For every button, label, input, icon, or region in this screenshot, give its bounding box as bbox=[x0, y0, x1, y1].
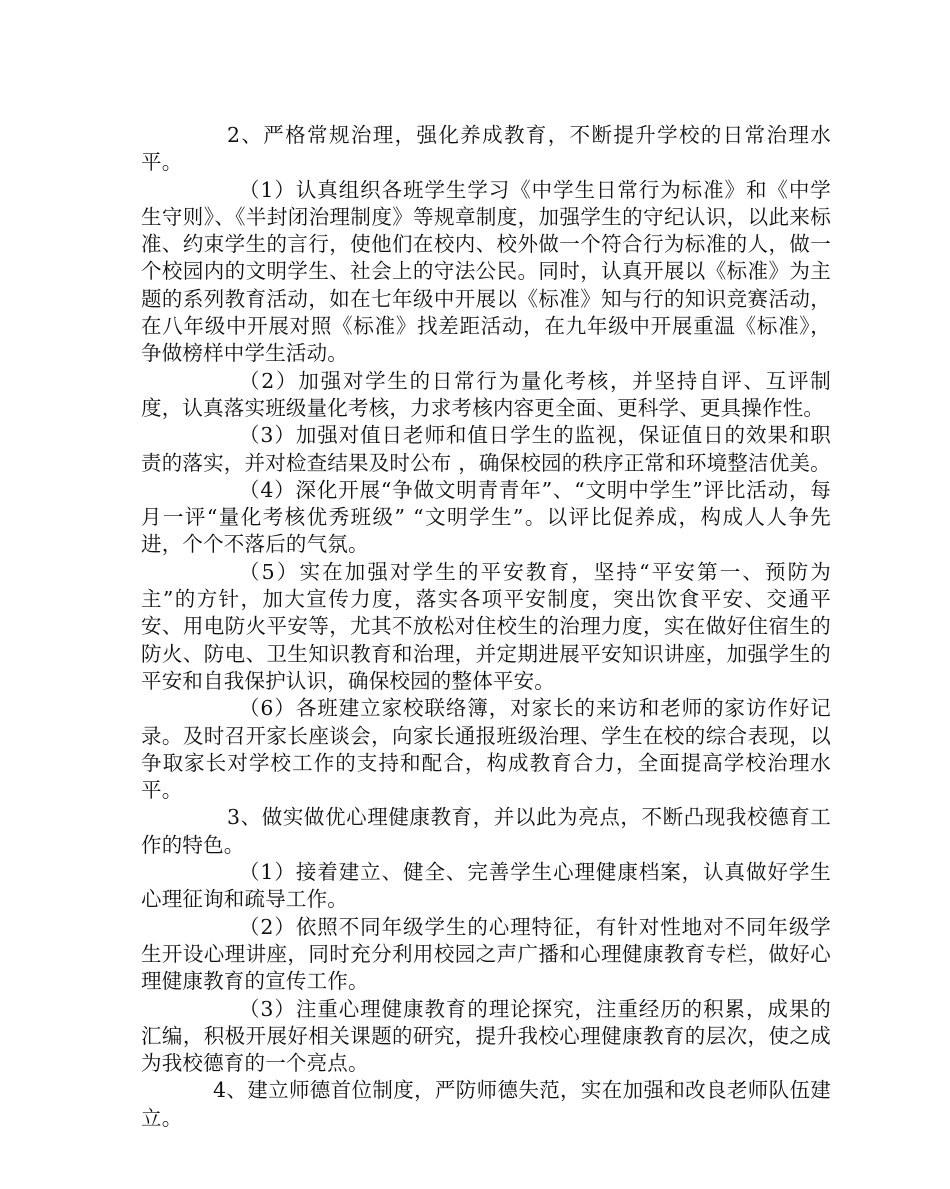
paragraph-3-3: （3）注重心理健康教育的理论探究，注重经历的积累，成果的汇编，积极开展好相关课题的研究，提升我校心理健康教育的层次，使之成为我校德育的一个亮点。 bbox=[141, 996, 831, 1076]
section-heading-2: 2、严格常规治理，强化养成教育，不断提升学校的日常治理水平。 bbox=[141, 123, 831, 175]
document-page bbox=[141, 122, 831, 1132]
section-heading-3: 3、做实做优心理健康教育，并以此为亮点，不断凸现我校德育工作的特色。 bbox=[141, 805, 831, 857]
paragraph-2-6: （6）各班建立家校联络簿，对家长的来访和老师的家访作好记录。及时召开家长座谈会，向家长通报班级治理、学生在校的综合表现，以争取家长对学校工作的支持和配合，构成教育合力，全面提高学校治理水平。 bbox=[141, 696, 831, 803]
paragraph-2-2: （2）加强对学生的日常行为量化考核，并坚持自评、互评制度，认真落实班级量化考核，力求考核内容更全面、更科学、更具操作性。 bbox=[141, 368, 831, 420]
paragraph-2-3: （3）加强对值日老师和值日学生的监视，保证值日的效果和职责的落实，并对检查结果及时公布 ，确保校园的秩序正常和环境整洁优美。 bbox=[141, 423, 831, 475]
section-heading-4: 4、建立师德首位制度，严防师德失范，实在加强和改良老师队伍建立。 bbox=[141, 1078, 831, 1130]
paragraph-2-4: （4）深化开展“争做文明青青年”、“文明中学生”评比活动，每月一评“量化考核优秀班级” “文明学生”。以评比促养成，构成人人争先进，个个不落后的气氛。 bbox=[141, 477, 831, 557]
paragraph-3-1: （1）接着建立、健全、完善学生心理健康档案，认真做好学生心理征询和疏导工作。 bbox=[141, 860, 831, 912]
paragraph-2-5: （5）实在加强对学生的平安教育，坚持“平安第一、预防为主”的方针，加大宣传力度，落实各项平安制度，突出饮食平安、交通平安、用电防火平安等，尤其不放松对住校生的治理力度，实在做好住宿生的防火、防电、卫生知识教育和治理，并定期进展平安知识讲座，加强学生的平安和自我保护认识，确保校园的整体平安。 bbox=[141, 559, 831, 693]
paragraph-3-2: （2）依照不同年级学生的心理特征，有针对性地对不同年级学生开设心理讲座，同时充分利用校园之声广播和心理健康教育专栏，做好心理健康教育的宣传工作。 bbox=[141, 914, 831, 994]
paragraph-2-1: （1）认真组织各班学生学习《中学生日常行为标准》和《中学生守则》、《半封闭治理制度》等规章制度，加强学生的守纪认识，以此来标准、约束学生的言行，使他们在校内、校外做一个符合行为标准的人，做一个校园内的文明学生、社会上的守法公民。同时，认真开展以《标准》为主题的系列教育活动，如在七年级中开展以《标准》知与行的知识竞赛活动，在八年级中开展对照《标准》找差距活动，在九年级中开展重温《标准》，争做榜样中学生活动。 bbox=[141, 177, 831, 366]
